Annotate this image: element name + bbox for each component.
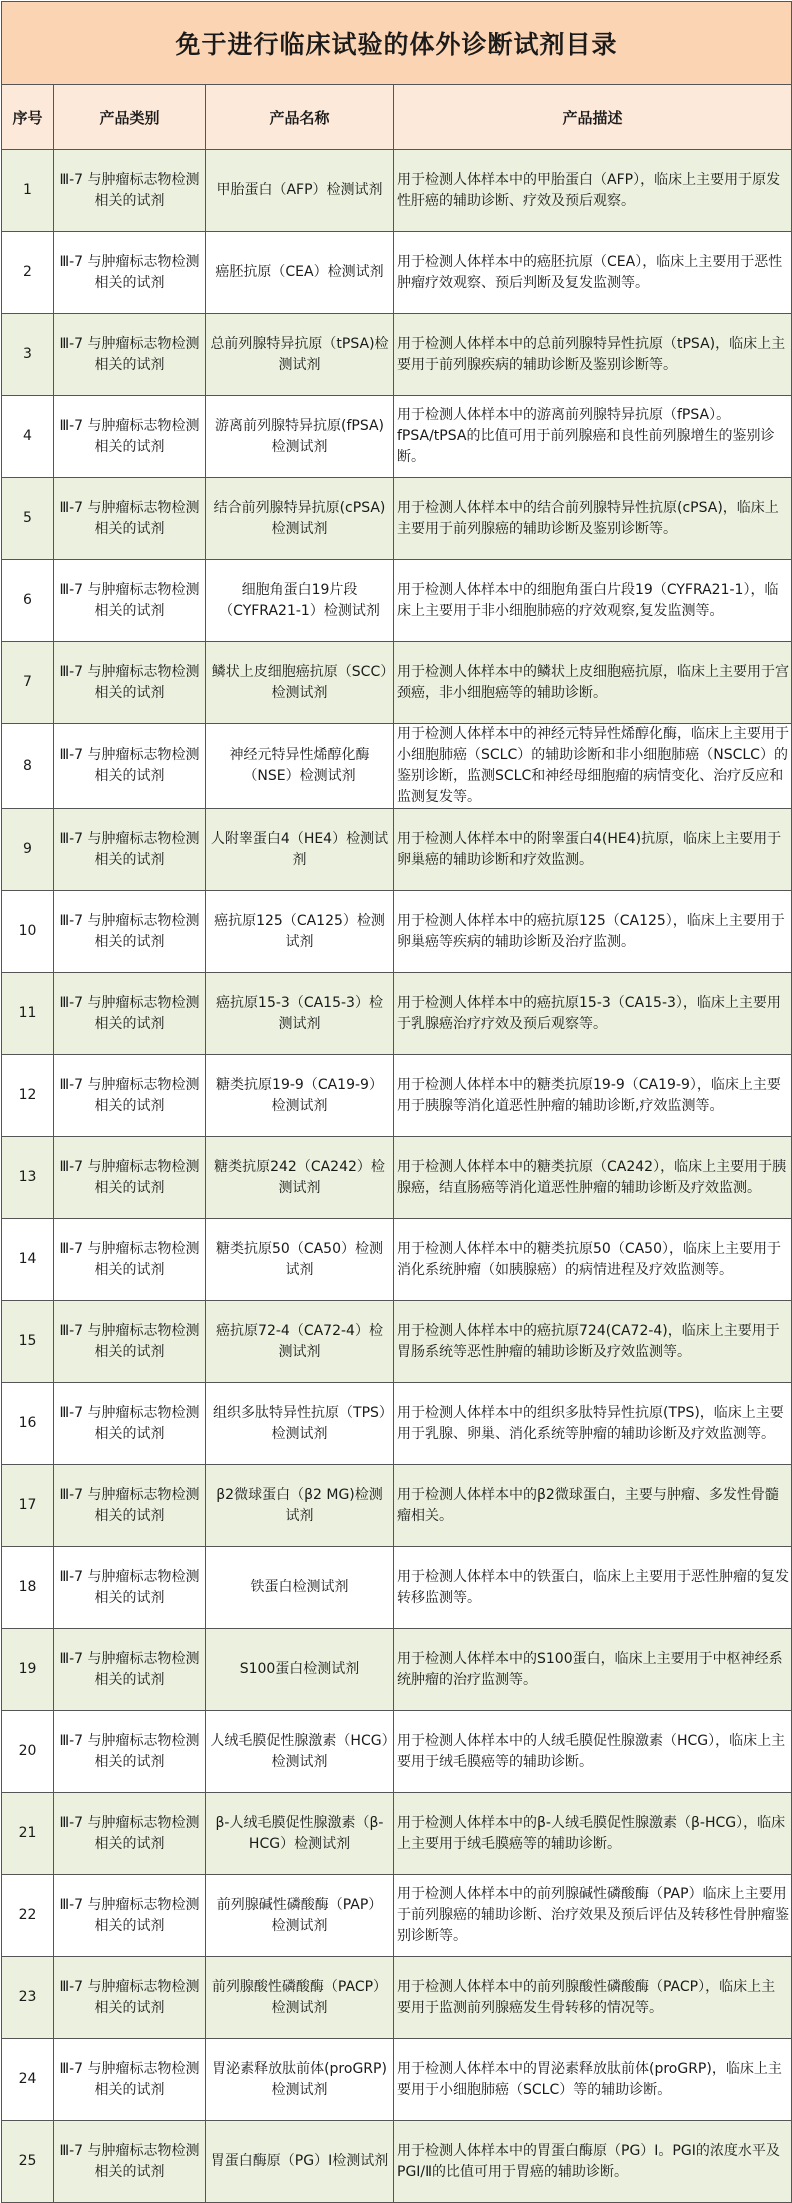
table-row xyxy=(2,1547,792,1629)
product-name: 胃泌素释放肽前体(proGRP)检测试剂 xyxy=(206,2039,394,2121)
table-row xyxy=(2,642,792,724)
product-name: 糖类抗原242（CA242）检测试剂 xyxy=(206,1137,394,1219)
product-description: 用于检测人体样本中的甲胎蛋白（AFP），临床上主要用于原发性肝癌的辅助诊断、疗效及预后观察。 xyxy=(394,150,792,232)
product-description: 用于检测人体样本中的糖类抗原19-9（CA19-9），临床上主要用于胰腺等消化道恶性肿瘤的辅助诊断,疗效监测等。 xyxy=(394,1055,792,1137)
product-category: Ⅲ-7 与肿瘤标志物检测相关的试剂 xyxy=(54,396,206,478)
header-description: 产品描述 xyxy=(394,85,792,150)
header-name: 产品名称 xyxy=(206,85,394,150)
product-category: Ⅲ-7 与肿瘤标志物检测相关的试剂 xyxy=(54,150,206,232)
product-category: Ⅲ-7 与肿瘤标志物检测相关的试剂 xyxy=(54,1219,206,1301)
product-name: 铁蛋白检测试剂 xyxy=(206,1547,394,1629)
row-number: 14 xyxy=(2,1219,54,1301)
product-description: 用于检测人体样本中的铁蛋白，临床上主要用于恶性肿瘤的复发转移监测等。 xyxy=(394,1547,792,1629)
product-category: Ⅲ-7 与肿瘤标志物检测相关的试剂 xyxy=(54,1547,206,1629)
product-category: Ⅲ-7 与肿瘤标志物检测相关的试剂 xyxy=(54,1875,206,1957)
table-row xyxy=(2,2039,792,2121)
product-category: Ⅲ-7 与肿瘤标志物检测相关的试剂 xyxy=(54,1793,206,1875)
product-description: 用于检测人体样本中的癌胚抗原（CEA），临床上主要用于恶性肿瘤疗效观察、预后判断及复发监测等。 xyxy=(394,232,792,314)
row-number: 9 xyxy=(2,809,54,891)
product-category: Ⅲ-7 与肿瘤标志物检测相关的试剂 xyxy=(54,314,206,396)
table-row xyxy=(2,232,792,314)
product-name: 总前列腺特异抗原（tPSA)检测试剂 xyxy=(206,314,394,396)
table-row xyxy=(2,314,792,396)
table-row xyxy=(2,478,792,560)
product-name: 鳞状上皮细胞癌抗原（SCC）检测试剂 xyxy=(206,642,394,724)
product-category: Ⅲ-7 与肿瘤标志物检测相关的试剂 xyxy=(54,1383,206,1465)
product-name: 人绒毛膜促性腺激素（HCG）检测试剂 xyxy=(206,1711,394,1793)
row-number: 8 xyxy=(2,724,54,809)
product-category: Ⅲ-7 与肿瘤标志物检测相关的试剂 xyxy=(54,973,206,1055)
product-name: 游离前列腺特异抗原(fPSA)检测试剂 xyxy=(206,396,394,478)
table-row xyxy=(2,1711,792,1793)
product-description: 用于检测人体样本中的游离前列腺特异抗原（fPSA）。fPSA/tPSA的比值可用于前列腺癌和良性前列腺增生的鉴别诊断。 xyxy=(394,396,792,478)
product-name: 前列腺碱性磷酸酶（PAP）检测试剂 xyxy=(206,1875,394,1957)
product-description: 用于检测人体样本中的鳞状上皮细胞癌抗原，临床上主要用于宫颈癌，非小细胞癌等的辅助诊断。 xyxy=(394,642,792,724)
product-name: 癌抗原125（CA125）检测试剂 xyxy=(206,891,394,973)
row-number: 16 xyxy=(2,1383,54,1465)
table-row xyxy=(2,396,792,478)
product-description: 用于检测人体样本中的癌抗原15-3（CA15-3），临床上主要用于乳腺癌治疗疗效及预后观察等。 xyxy=(394,973,792,1055)
row-number: 17 xyxy=(2,1465,54,1547)
product-description: 用于检测人体样本中的前列腺酸性磷酸酶（PACP），临床上主要用于监测前列腺癌发生骨转移的情况等。 xyxy=(394,1957,792,2039)
product-category: Ⅲ-7 与肿瘤标志物检测相关的试剂 xyxy=(54,891,206,973)
row-number: 25 xyxy=(2,2121,54,2203)
row-number: 12 xyxy=(2,1055,54,1137)
table-row xyxy=(2,724,792,809)
row-number: 15 xyxy=(2,1301,54,1383)
row-number: 4 xyxy=(2,396,54,478)
table-row xyxy=(2,2121,792,2203)
table-row xyxy=(2,809,792,891)
product-category: Ⅲ-7 与肿瘤标志物检测相关的试剂 xyxy=(54,1301,206,1383)
product-category: Ⅲ-7 与肿瘤标志物检测相关的试剂 xyxy=(54,1055,206,1137)
table-row xyxy=(2,1465,792,1547)
product-description: 用于检测人体样本中的胃泌素释放肽前体(proGRP)，临床上主要用于小细胞肺癌（SCLC）等的辅助诊断。 xyxy=(394,2039,792,2121)
product-description: 用于检测人体样本中的人绒毛膜促性腺激素（HCG），临床上主要用于绒毛膜癌等的辅助诊断。 xyxy=(394,1711,792,1793)
product-name: 糖类抗原50（CA50）检测试剂 xyxy=(206,1219,394,1301)
product-name: 细胞角蛋白19片段（CYFRA21-1）检测试剂 xyxy=(206,560,394,642)
product-description: 用于检测人体样本中的β2微球蛋白，主要与肿瘤、多发性骨髓瘤相关。 xyxy=(394,1465,792,1547)
row-number: 11 xyxy=(2,973,54,1055)
product-description: 用于检测人体样本中的癌抗原125（CA125），临床上主要用于卵巢癌等疾病的辅助诊断及治疗监测。 xyxy=(394,891,792,973)
header-no: 序号 xyxy=(2,85,54,150)
product-category: Ⅲ-7 与肿瘤标志物检测相关的试剂 xyxy=(54,1957,206,2039)
product-name: 癌抗原15-3（CA15-3）检测试剂 xyxy=(206,973,394,1055)
table-row xyxy=(2,891,792,973)
row-number: 3 xyxy=(2,314,54,396)
product-category: Ⅲ-7 与肿瘤标志物检测相关的试剂 xyxy=(54,1629,206,1711)
product-name: 结合前列腺特异抗原(cPSA)检测试剂 xyxy=(206,478,394,560)
row-number: 2 xyxy=(2,232,54,314)
product-name: 神经元特异性烯醇化酶（NSE）检测试剂 xyxy=(206,724,394,809)
table-row xyxy=(2,973,792,1055)
product-description: 用于检测人体样本中的附睾蛋白4(HE4)抗原，临床上主要用于卵巢癌的辅助诊断和疗效监测。 xyxy=(394,809,792,891)
row-number: 1 xyxy=(2,150,54,232)
header-row xyxy=(2,85,792,150)
table-title: 免于进行临床试验的体外诊断试剂目录 xyxy=(2,2,792,85)
row-number: 23 xyxy=(2,1957,54,2039)
table-row xyxy=(2,1301,792,1383)
row-number: 19 xyxy=(2,1629,54,1711)
product-name: 癌抗原72-4（CA72-4）检测试剂 xyxy=(206,1301,394,1383)
row-number: 24 xyxy=(2,2039,54,2121)
product-name: 组织多肽特异性抗原（TPS）检测试剂 xyxy=(206,1383,394,1465)
row-number: 10 xyxy=(2,891,54,973)
product-category: Ⅲ-7 与肿瘤标志物检测相关的试剂 xyxy=(54,642,206,724)
product-name: 胃蛋白酶原（PG）Ⅰ检测试剂 xyxy=(206,2121,394,2203)
row-number: 13 xyxy=(2,1137,54,1219)
product-description: 用于检测人体样本中的结合前列腺特异性抗原(cPSA)，临床上主要用于前列腺癌的辅助诊断及鉴别诊断等。 xyxy=(394,478,792,560)
reagent-catalog-table xyxy=(1,1,792,2203)
product-description: 用于检测人体样本中的组织多肽特异性抗原(TPS)，临床上主要用于乳腺、卵巢、消化系统等肿瘤的辅助诊断及疗效监测等。 xyxy=(394,1383,792,1465)
product-description: 用于检测人体样本中的糖类抗原（CA242），临床上主要用于胰腺癌，结直肠癌等消化道恶性肿瘤的辅助诊断及疗效监测。 xyxy=(394,1137,792,1219)
table-row xyxy=(2,1629,792,1711)
product-description: 用于检测人体样本中的胃蛋白酶原（PG）Ⅰ。PGⅠ的浓度水平及PGⅠ/Ⅱ的比值可用于胃癌的辅助诊断。 xyxy=(394,2121,792,2203)
product-name: β2微球蛋白（β2 MG)检测试剂 xyxy=(206,1465,394,1547)
product-name: 甲胎蛋白（AFP）检测试剂 xyxy=(206,150,394,232)
table-row xyxy=(2,150,792,232)
product-description: 用于检测人体样本中的细胞角蛋白片段19（CYFRA21-1），临床上主要用于非小细胞肺癌的疗效观察,复发监测等。 xyxy=(394,560,792,642)
product-description: 用于检测人体样本中的糖类抗原50（CA50），临床上主要用于消化系统肿瘤（如胰腺癌）的病情进程及疗效监测等。 xyxy=(394,1219,792,1301)
table-row xyxy=(2,1383,792,1465)
product-category: Ⅲ-7 与肿瘤标志物检测相关的试剂 xyxy=(54,1465,206,1547)
product-description: 用于检测人体样本中的神经元特异性烯醇化酶，临床上主要用于小细胞肺癌（SCLC）的辅助诊断和非小细胞肺癌（NSCLC）的鉴别诊断，监测SCLC和神经母细胞瘤的病情变化、治疗反应和监测复发等。 xyxy=(394,724,792,809)
product-category: Ⅲ-7 与肿瘤标志物检测相关的试剂 xyxy=(54,2039,206,2121)
product-category: Ⅲ-7 与肿瘤标志物检测相关的试剂 xyxy=(54,1711,206,1793)
product-category: Ⅲ-7 与肿瘤标志物检测相关的试剂 xyxy=(54,478,206,560)
row-number: 22 xyxy=(2,1875,54,1957)
table-row xyxy=(2,1137,792,1219)
product-name: 前列腺酸性磷酸酶（PACP）检测试剂 xyxy=(206,1957,394,2039)
row-number: 20 xyxy=(2,1711,54,1793)
row-number: 18 xyxy=(2,1547,54,1629)
row-number: 6 xyxy=(2,560,54,642)
product-description: 用于检测人体样本中的总前列腺特异性抗原（tPSA)，临床上主要用于前列腺疾病的辅助诊断及鉴别诊断等。 xyxy=(394,314,792,396)
table-row xyxy=(2,1055,792,1137)
row-number: 21 xyxy=(2,1793,54,1875)
product-description: 用于检测人体样本中的癌抗原724(CA72-4)，临床上主要用于胃肠系统等恶性肿瘤的辅助诊断及疗效监测等。 xyxy=(394,1301,792,1383)
product-description: 用于检测人体样本中的β-人绒毛膜促性腺激素（β-HCG），临床上主要用于绒毛膜癌等的辅助诊断。 xyxy=(394,1793,792,1875)
product-category: Ⅲ-7 与肿瘤标志物检测相关的试剂 xyxy=(54,232,206,314)
product-category: Ⅲ-7 与肿瘤标志物检测相关的试剂 xyxy=(54,1137,206,1219)
table-row xyxy=(2,1875,792,1957)
title-row xyxy=(2,2,792,85)
row-number: 5 xyxy=(2,478,54,560)
product-name: 癌胚抗原（CEA）检测试剂 xyxy=(206,232,394,314)
product-category: Ⅲ-7 与肿瘤标志物检测相关的试剂 xyxy=(54,724,206,809)
product-name: S100蛋白检测试剂 xyxy=(206,1629,394,1711)
product-description: 用于检测人体样本中的前列腺碱性磷酸酶（PAP）临床上主要用于前列腺癌的辅助诊断、治疗效果及预后评估及转移性骨肿瘤鉴别诊断等。 xyxy=(394,1875,792,1957)
table-row xyxy=(2,1219,792,1301)
product-name: 人附睾蛋白4（HE4）检测试剂 xyxy=(206,809,394,891)
product-name: β-人绒毛膜促性腺激素（β-HCG）检测试剂 xyxy=(206,1793,394,1875)
product-category: Ⅲ-7 与肿瘤标志物检测相关的试剂 xyxy=(54,560,206,642)
product-name: 糖类抗原19-9（CA19-9）检测试剂 xyxy=(206,1055,394,1137)
table-row xyxy=(2,560,792,642)
product-description: 用于检测人体样本中的S100蛋白，临床上主要用于中枢神经系统肿瘤的治疗监测等。 xyxy=(394,1629,792,1711)
row-number: 7 xyxy=(2,642,54,724)
table-row xyxy=(2,1793,792,1875)
product-category: Ⅲ-7 与肿瘤标志物检测相关的试剂 xyxy=(54,2121,206,2203)
product-category: Ⅲ-7 与肿瘤标志物检测相关的试剂 xyxy=(54,809,206,891)
header-category: 产品类别 xyxy=(54,85,206,150)
table-row xyxy=(2,1957,792,2039)
